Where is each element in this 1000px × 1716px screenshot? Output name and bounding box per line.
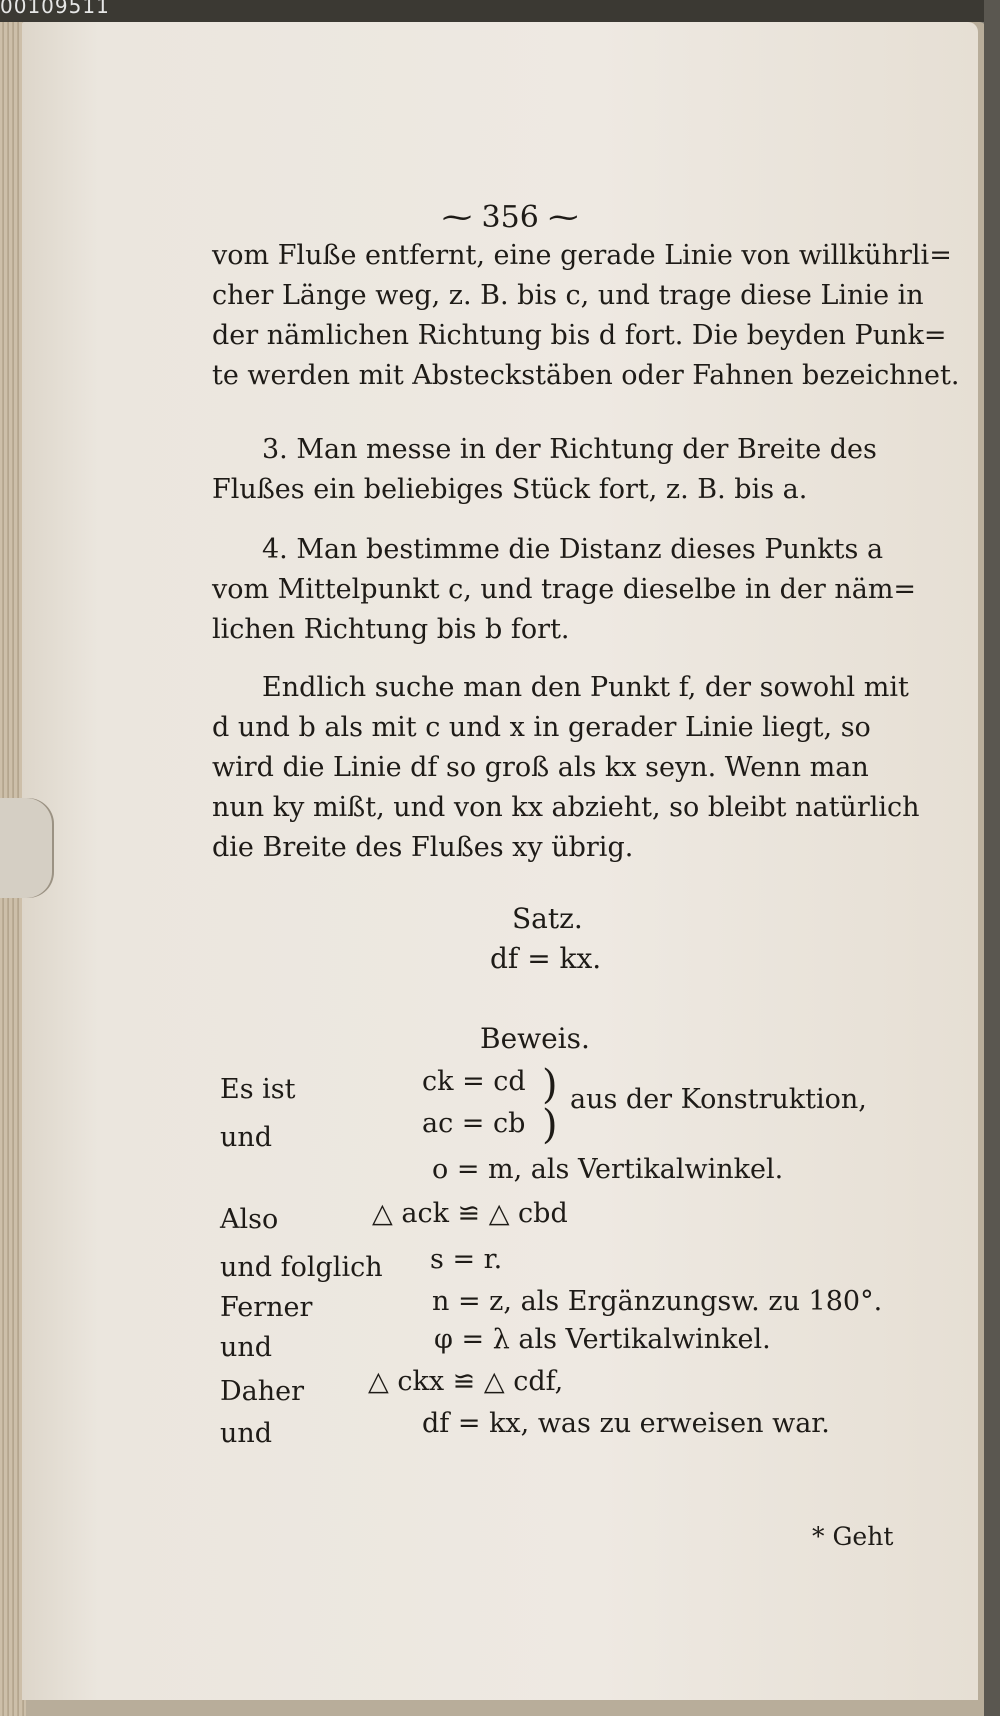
text-line: wird die Linie df so groß als kx seyn. Wenn man xyxy=(212,752,869,783)
scan-right-edge xyxy=(984,0,1000,1716)
proof-expression: △ ckx ≌ △ cdf, xyxy=(368,1366,564,1397)
text-line: nun ky mißt, und von kx abzieht, so bleibt natürlich xyxy=(212,792,920,823)
satz-title: Satz. xyxy=(512,902,583,935)
page-tab-marker xyxy=(0,798,54,898)
page-header: ⁓ 356 ⁓ xyxy=(442,200,579,235)
bracket-top: ) xyxy=(542,1062,558,1108)
text-line: lichen Richtung bis b fort. xyxy=(212,614,570,645)
text-line: te werden mit Absteckstäben oder Fahnen bezeichnet. xyxy=(212,360,960,391)
proof-expression: o = m, als Vertikalwinkel. xyxy=(432,1154,784,1185)
proof-expression: ac = cb xyxy=(422,1108,526,1139)
text-line: die Breite des Flußes xy übrig. xyxy=(212,832,634,863)
proof-label: Es ist xyxy=(220,1074,296,1105)
proof-label: Also xyxy=(220,1204,279,1235)
text-line: cher Länge weg, z. B. bis c, und trage diese Linie in xyxy=(212,280,924,311)
text-line: 3. Man messe in der Richtung der Breite des xyxy=(262,434,877,465)
text-line: vom Fluße entfernt, eine gerade Linie von willkührli= xyxy=(212,240,952,271)
beweis-title: Beweis. xyxy=(480,1022,590,1055)
bracket-note: aus der Konstruktion, xyxy=(570,1084,867,1115)
proof-label: Ferner xyxy=(220,1292,313,1323)
proof-label: und xyxy=(220,1332,273,1363)
text-line: d und b als mit c und x in gerader Linie liegt, so xyxy=(212,712,871,743)
proof-expression: ck = cd xyxy=(422,1066,526,1097)
book-page xyxy=(22,22,978,1700)
catchword: * Geht xyxy=(812,1522,894,1551)
proof-expression: df = kx, was zu erweisen war. xyxy=(422,1408,830,1439)
proof-label: und xyxy=(220,1122,273,1153)
proof-expression: φ = λ als Vertikalwinkel. xyxy=(434,1324,771,1355)
scan-id-stamp: 00109511 xyxy=(0,0,110,18)
proof-label: und xyxy=(220,1418,273,1449)
text-line: 4. Man bestimme die Distanz dieses Punkts a xyxy=(262,534,884,565)
text-line: Flußes ein beliebiges Stück fort, z. B. bis a. xyxy=(212,474,808,505)
text-line: Endlich suche man den Punkt f, der sowohl mit xyxy=(262,672,909,703)
text-line: der nämlichen Richtung bis d fort. Die beyden Punk= xyxy=(212,320,947,351)
scan-top-bar xyxy=(0,0,1000,22)
proof-label: Daher xyxy=(220,1376,305,1407)
text-line: vom Mittelpunkt c, und trage dieselbe in der näm= xyxy=(212,574,917,605)
proof-expression: n = z, als Ergänzungsw. zu 180°. xyxy=(432,1286,883,1317)
proof-label: und folglich xyxy=(220,1252,383,1283)
proof-expression: s = r. xyxy=(430,1244,503,1275)
satz-formula: df = kx. xyxy=(490,942,602,975)
proof-expression: △ ack ≌ △ cbd xyxy=(372,1198,568,1229)
bracket-bottom: ) xyxy=(542,1102,558,1148)
